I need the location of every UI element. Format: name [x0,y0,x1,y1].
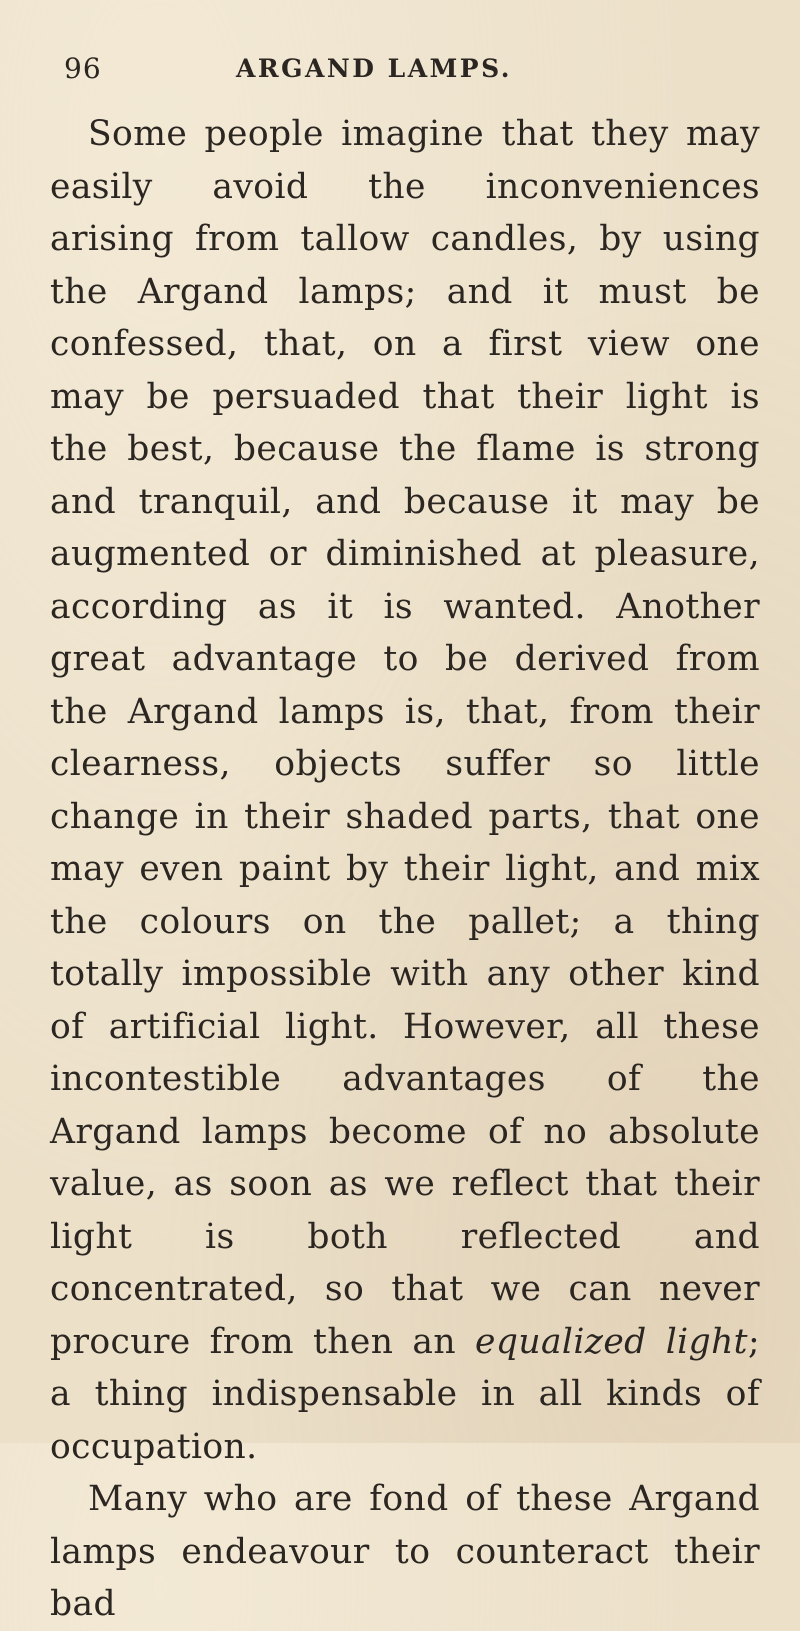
paragraph-1 [50,108,760,1473]
body-text [50,108,760,1631]
paragraph-1-emphasis: equalized light [475,1321,748,1362]
running-title: ARGAND LAMPS. [236,54,512,83]
paragraph-2-text: Many who are fond of these Argand lamps endeavour to counteract their bad [50,1479,760,1624]
paragraph-1-text-end: ; a thing indispensable in all kinds of occupation. [50,1321,760,1467]
page-number: 96 [64,52,102,85]
paragraph-2 [50,1473,760,1631]
paragraph-1-text: Some people imagine that they may easily avoid the inconveniences arising from tallow candles, by using the Argand lamps; and it must be confessed, that, on a first view one may be persuaded that their light is the best, because the flame is strong and tranquil, and because it may be augmented or diminished at pleasure, according as it is wanted. Another great advantage to be derived from the Argand lamps is, that, from their clearness, objects suffer so little change in their shaded parts, that one may even paint by their light, and mix the colours on the pallet; a thing totally impossible with any other kind of artificial light. However, all these incontestible advantages of the Argand lamps become of no absolute value, as soon as we reflect that their light is both reflected and concentrated, so that we can never procure from then an [50,114,760,1362]
running-head [50,52,760,100]
